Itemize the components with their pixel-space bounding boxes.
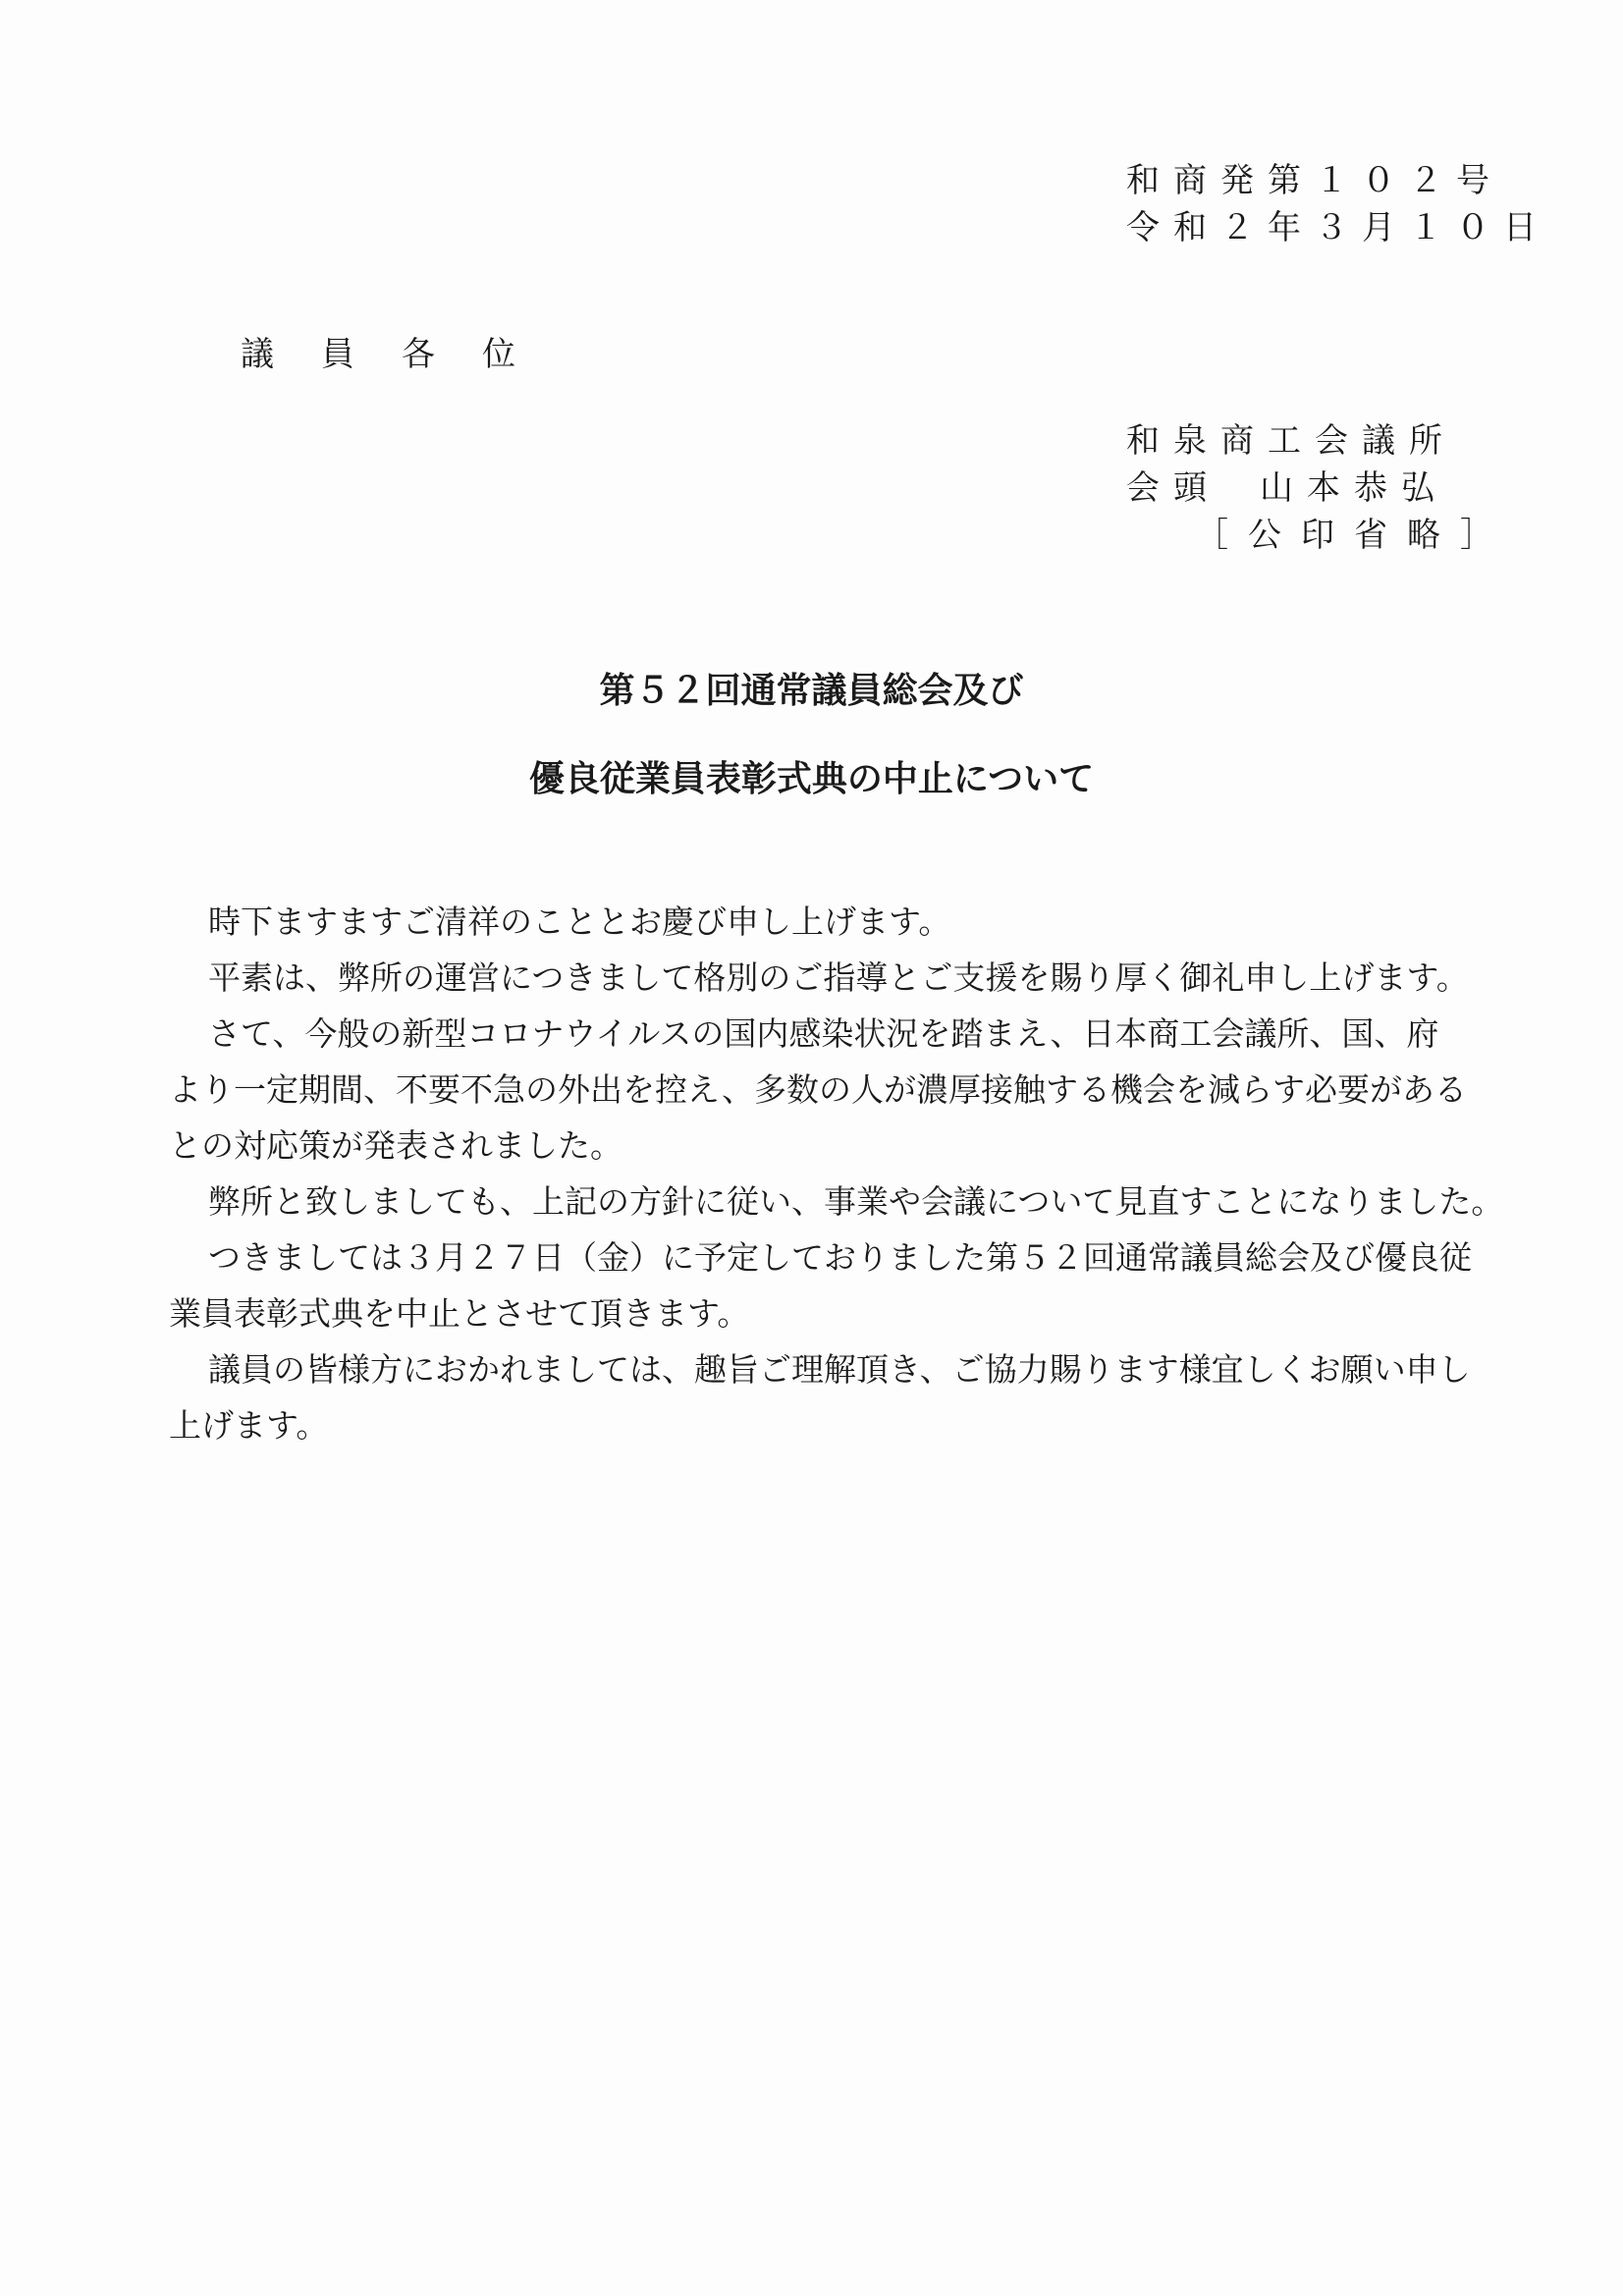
sender-name: 山本恭弘	[1260, 468, 1448, 508]
seal-note: ［公印省略］	[1195, 516, 1513, 555]
paragraph-background-line-2: より一定期間、不要不急の外出を控え、多数の人が濃厚接触する機会を減らす必要がある	[169, 1070, 1467, 1109]
sender-position: 会頭	[1126, 468, 1220, 508]
title-line-1: 第５２回通常議員総会及び	[599, 670, 1024, 711]
sender-line	[1126, 465, 1513, 512]
sender-organization: 和泉商工会議所	[1126, 421, 1456, 461]
paragraph-request-line-2: 上げます。	[169, 1406, 329, 1445]
paragraph-thanks: 平素は、弊所の運営につきまして格別のご指導とご支援を賜り厚く御礼申し上げます。	[208, 958, 1469, 997]
reference-number: 和商発第１０２号	[1126, 161, 1503, 200]
paragraph-cancellation-line-1: つきましては３月２７日（金）に予定しておりました第５２回通常議員総会及び優良従	[208, 1238, 1472, 1277]
paragraph-request-line-1: 議員の皆様方におかれましては、趣旨ご理解頂き、ご協力賜ります様宜しくお願い申し	[208, 1350, 1471, 1389]
title-line-2: 優良従業員表彰式典の中止について	[528, 758, 1095, 799]
paragraph-background-line-1: さて、今般の新型コロナウイルスの国内感染状況を踏まえ、日本商工会議所、国、府	[208, 1014, 1439, 1053]
body-text	[169, 894, 1504, 1453]
paragraph-greeting: 時下ますますご清祥のこととお慶び申し上げます。	[208, 902, 951, 941]
addressee: 議員各位	[241, 335, 563, 374]
sender-block	[1126, 417, 1513, 559]
paragraph-policy: 弊所と致しましても、上記の方針に従い、事業や会議について見直すことになりました。	[208, 1182, 1504, 1221]
reference-block	[1126, 157, 1550, 251]
paragraph-background-line-3: との対応策が発表されました。	[169, 1126, 622, 1165]
paragraph-cancellation-line-2: 業員表彰式典を中止とさせて頂きます。	[169, 1294, 750, 1333]
issue-date: 令和２年３月１０日	[1126, 208, 1550, 247]
